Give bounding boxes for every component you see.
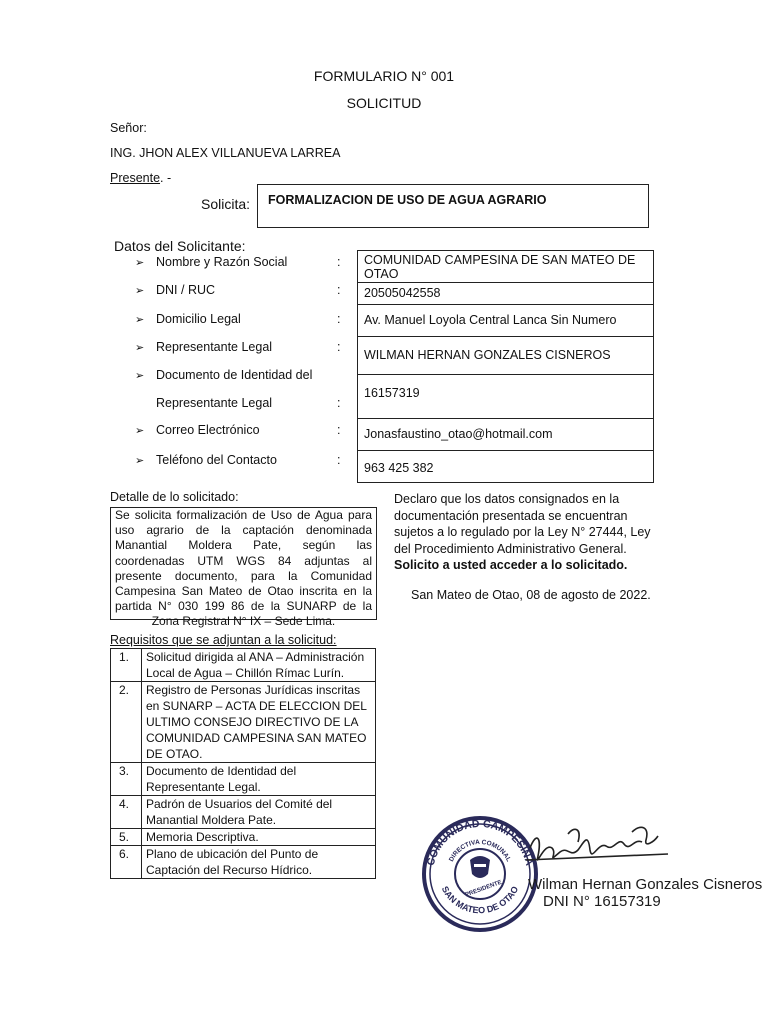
field-row-address [135, 312, 144, 326]
field-row-id [135, 368, 144, 382]
req-num: 6. [111, 846, 142, 879]
solicita-value-box [257, 184, 649, 228]
signer-dni: DNI N° 16157319 [543, 893, 661, 910]
form-subtitle: SOLICITUD [346, 95, 422, 111]
bullet-icon: ➢ [135, 257, 145, 269]
stamp-seal [418, 812, 738, 932]
field-colon: : [337, 255, 341, 269]
value-representative: WILMAN HERNAN GONZALES CISNEROS [357, 337, 654, 375]
value-ruc: 20505042558 [357, 283, 654, 305]
value-phone: 963 425 382 [357, 451, 654, 483]
solicita-value: FORMALIZACION DE USO DE AGUA AGRARIO [268, 193, 547, 207]
place-date: San Mateo de Otao, 08 de agosto de 2022. [411, 588, 651, 602]
req-text: Solicitud dirigida al ANA – Administración Local de Agua – Chillón Rímac Lurín. [142, 649, 376, 682]
bullet-icon: ➢ [135, 342, 145, 354]
signature-scribble-icon [526, 827, 668, 860]
field-colon: : [337, 340, 341, 354]
presente-word: Presente [110, 171, 161, 185]
req-text: Plano de ubicación del Punto de Captación del Recurso Hídrico. [142, 846, 376, 879]
declaration-block [394, 491, 666, 574]
field-label: Domicilio Legal [156, 312, 241, 326]
table-row [111, 763, 376, 796]
form-title: FORMULARIO N° 001 [313, 68, 455, 84]
bullet-icon: ➢ [135, 370, 145, 382]
requirements-table [110, 648, 376, 879]
table-row [111, 682, 376, 763]
presente-line [110, 171, 171, 185]
req-num: 3. [111, 763, 142, 796]
applicant-heading: Datos del Solicitante: [114, 238, 246, 254]
field-row-name [135, 255, 144, 269]
req-num: 1. [111, 649, 142, 682]
field-label-2: Representante Legal [156, 396, 273, 410]
stamp-bottom-path: SAN MATEO DE OTAO [439, 884, 521, 916]
requirements-heading: Requisitos que se adjuntan a la solicitud: [110, 633, 337, 647]
field-row-email [135, 423, 144, 437]
presente-suffix: . - [160, 171, 172, 185]
field-colon: : [337, 283, 341, 297]
stamp-inner-path: DIRECTIVA COMUNAL [447, 838, 513, 863]
value-address: Av. Manuel Loyola Central Lanca Sin Numero [357, 305, 654, 337]
field-label: DNI / RUC [156, 283, 216, 297]
req-num: 2. [111, 682, 142, 763]
req-text: Padrón de Usuarios del Comité del Manantial Moldera Pate. [142, 796, 376, 829]
value-email: Jonasfaustino_otao@hotmail.com [357, 419, 654, 451]
declaration-bold: Solicito a usted acceder a lo solicitado. [394, 558, 628, 572]
table-row [111, 846, 376, 879]
field-label: Documento de Identidad del [156, 368, 313, 382]
req-text: Documento de Identidad del Representante Legal. [142, 763, 376, 796]
req-num: 4. [111, 796, 142, 829]
solicita-label: Solicita: [201, 196, 251, 212]
field-row-rep [135, 340, 144, 354]
table-row [111, 649, 376, 682]
field-colon: : [337, 396, 341, 410]
value-id: 16157319 [357, 375, 654, 419]
stamp-top-path: COMUNIDAD CAMPESINA [424, 817, 536, 867]
req-num: 5. [111, 829, 142, 846]
field-row-ruc [135, 283, 144, 297]
signature-block [418, 812, 738, 935]
signer-name: Wilman Hernan Gonzales Cisneros [528, 876, 763, 893]
table-row [111, 796, 376, 829]
field-label: Correo Electrónico [156, 423, 260, 437]
table-row [111, 829, 376, 846]
field-colon: : [337, 423, 341, 437]
emblem-icon [470, 856, 490, 878]
field-row-phone [135, 453, 144, 467]
field-label: Teléfono del Contacto [156, 453, 277, 467]
req-text: Registro de Personas Jurídicas inscritas en SUNARP – ACTA DE ELECCION DEL ULTIMO CONSEJO DIRECTIVO DE LA COMUNIDAD CAMPESINA SAN MATEO DE OTAO. [142, 682, 376, 763]
bullet-icon: ➢ [135, 425, 145, 437]
stamp-text-mid: PRESIDENTE [464, 879, 503, 899]
applicant-values [357, 250, 654, 483]
addressee-name: ING. JHON ALEX VILLANUEVA LARREA [110, 146, 341, 160]
field-colon: : [337, 453, 341, 467]
bullet-icon: ➢ [135, 455, 145, 467]
declaration-text: Declaro que los datos consignados en la documentación presentada se encuentran sujetos a lo regulado por la Ley N° 27444, Ley del Procedimiento Administrativo General. [394, 492, 651, 556]
field-label: Representante Legal [156, 340, 273, 354]
detail-text: Se solicita formalización de Uso de Agua para uso agrario de la captación denominada Manantial Moldera Pate, según las coordenadas UTM WGS 84 adjuntas al presente documento, para la Comunidad Campesina San Mateo de Otao inscrita en la partida N° 030 199 86 de la SUNARP de la Zona Registral N° IX – Sede Lima. [110, 507, 377, 620]
field-label: Nombre y Razón Social [156, 255, 288, 269]
value-name: COMUNIDAD CAMPESINA DE SAN MATEO DE OTAO [357, 250, 654, 283]
detail-heading: Detalle de lo solicitado: [110, 490, 239, 504]
bullet-icon: ➢ [135, 285, 145, 297]
field-colon: : [337, 312, 341, 326]
greeting: Señor: [110, 121, 147, 135]
bullet-icon: ➢ [135, 314, 145, 326]
req-text: Memoria Descriptiva. [142, 829, 376, 846]
